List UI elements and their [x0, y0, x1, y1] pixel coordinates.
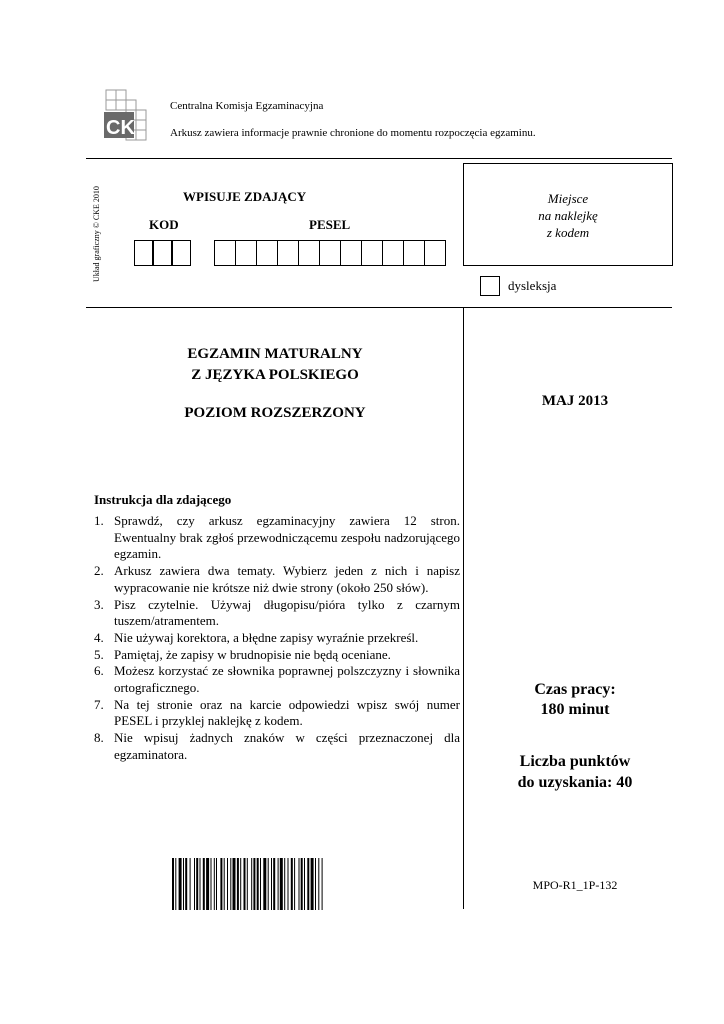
exam-title-line1: EGZAMIN MATURALNY	[187, 346, 363, 362]
instructions-heading: Instrukcja dla zdającego	[94, 492, 232, 507]
dyslexia-label: dysleksja	[508, 278, 557, 293]
kod-cell[interactable]	[134, 240, 153, 266]
instruction-text: Pisz czytelnie. Używaj długopisu/pióra tylko z czarnym tuszem/atramentem.	[114, 596, 460, 629]
sticker-text-line1: Miejsce	[547, 191, 589, 206]
instruction-item	[94, 630, 460, 647]
dyslexia-checkbox[interactable]	[480, 276, 500, 296]
pesel-label: PESEL	[309, 217, 351, 232]
kod-label: KOD	[149, 217, 179, 232]
sticker-text-line2: na naklejkę	[538, 208, 598, 223]
pesel-cell[interactable]	[277, 240, 299, 266]
sticker-placeholder-box	[463, 163, 673, 266]
exam-level: POZIOM ROZSZERZONY	[184, 405, 366, 421]
instruction-number: 5.	[94, 646, 104, 662]
instruction-number: 8.	[94, 730, 104, 746]
instruction-text: Arkusz zawiera dwa tematy. Wybierz jeden z nich i napisz wypracowanie nie krótsze niż dwie strony (około 250 słów).	[114, 563, 460, 595]
instruction-number: 4.	[94, 629, 104, 645]
pesel-cell[interactable]	[319, 240, 341, 266]
pesel-cell[interactable]	[235, 240, 257, 266]
instruction-item	[94, 730, 460, 763]
instruction-number: 2.	[94, 563, 104, 579]
instruction-item	[94, 647, 460, 664]
instruction-item	[94, 663, 460, 696]
kod-cell[interactable]	[153, 240, 172, 266]
copyright-side-text: Układ graficzny © CKE 2010	[92, 186, 101, 282]
instruction-number: 6.	[94, 663, 104, 679]
top-divider	[86, 158, 672, 159]
instruction-item	[94, 513, 460, 563]
instruction-text: Pamiętaj, że zapisy w brudnopisie nie będą oceniane.	[114, 646, 391, 662]
pesel-cell[interactable]	[340, 240, 362, 266]
svg-text:CK: CK	[106, 117, 135, 139]
institution-name: Centralna Komisja Egzaminacyjna	[170, 100, 324, 112]
time-label: Czas pracy:	[534, 681, 616, 698]
instruction-text: Nie używaj korektora, a błędne zapisy wyraźnie przekreśl.	[114, 629, 419, 645]
sticker-text-line3: z kodem	[546, 225, 590, 240]
exam-title-line2: Z JĘZYKA POLSKIEGO	[191, 367, 359, 383]
middle-divider	[86, 307, 672, 308]
candidate-heading: WPISUJE ZDAJĄCY	[183, 189, 307, 204]
pesel-cell[interactable]	[403, 240, 425, 266]
pesel-cell[interactable]	[382, 240, 404, 266]
sheet-code: MPO-R1_1P-132	[532, 878, 618, 892]
points-value: do uzyskania: 40	[517, 774, 633, 791]
pesel-cell[interactable]	[298, 240, 320, 266]
instruction-number: 3.	[94, 596, 104, 612]
instruction-text: Sprawdź, czy arkusz egzaminacyjny zawiera 12 stron. Ewentualny brak zgłoś przewodniczącemu zespołu nadzorującego egzamin.	[114, 513, 460, 562]
time-value: 180 minut	[540, 701, 610, 718]
instruction-text: Na tej stronie oraz na karcie odpowiedzi wpisz swój numer PESEL i przyklej naklejkę z kodem.	[114, 696, 460, 729]
pesel-cell[interactable]	[214, 240, 236, 266]
instruction-text: Nie wpisuj żadnych znaków w części przeznaczonej dla egzaminatora.	[114, 730, 460, 762]
instruction-number: 1.	[94, 513, 104, 528]
instruction-item	[94, 563, 460, 596]
points-label: Liczba punktów	[519, 753, 631, 770]
instruction-number: 7.	[94, 696, 104, 712]
kod-cell[interactable]	[172, 240, 191, 266]
confidentiality-notice: Arkusz zawiera informacje prawnie chronione do momentu rozpoczęcia egzaminu.	[170, 127, 536, 139]
instruction-text: Możesz korzystać ze słownika poprawnej polszczyzny i słownika ortograficznego.	[114, 663, 460, 696]
pesel-cell[interactable]	[256, 240, 278, 266]
exam-date: MAJ 2013	[541, 393, 609, 409]
pesel-cell[interactable]	[424, 240, 446, 266]
column-divider	[463, 307, 464, 909]
barcode	[172, 858, 380, 910]
instruction-item	[94, 697, 460, 730]
pesel-cell[interactable]	[361, 240, 383, 266]
instruction-item	[94, 597, 460, 630]
cke-logo	[100, 88, 152, 144]
instructions-list	[94, 513, 460, 764]
